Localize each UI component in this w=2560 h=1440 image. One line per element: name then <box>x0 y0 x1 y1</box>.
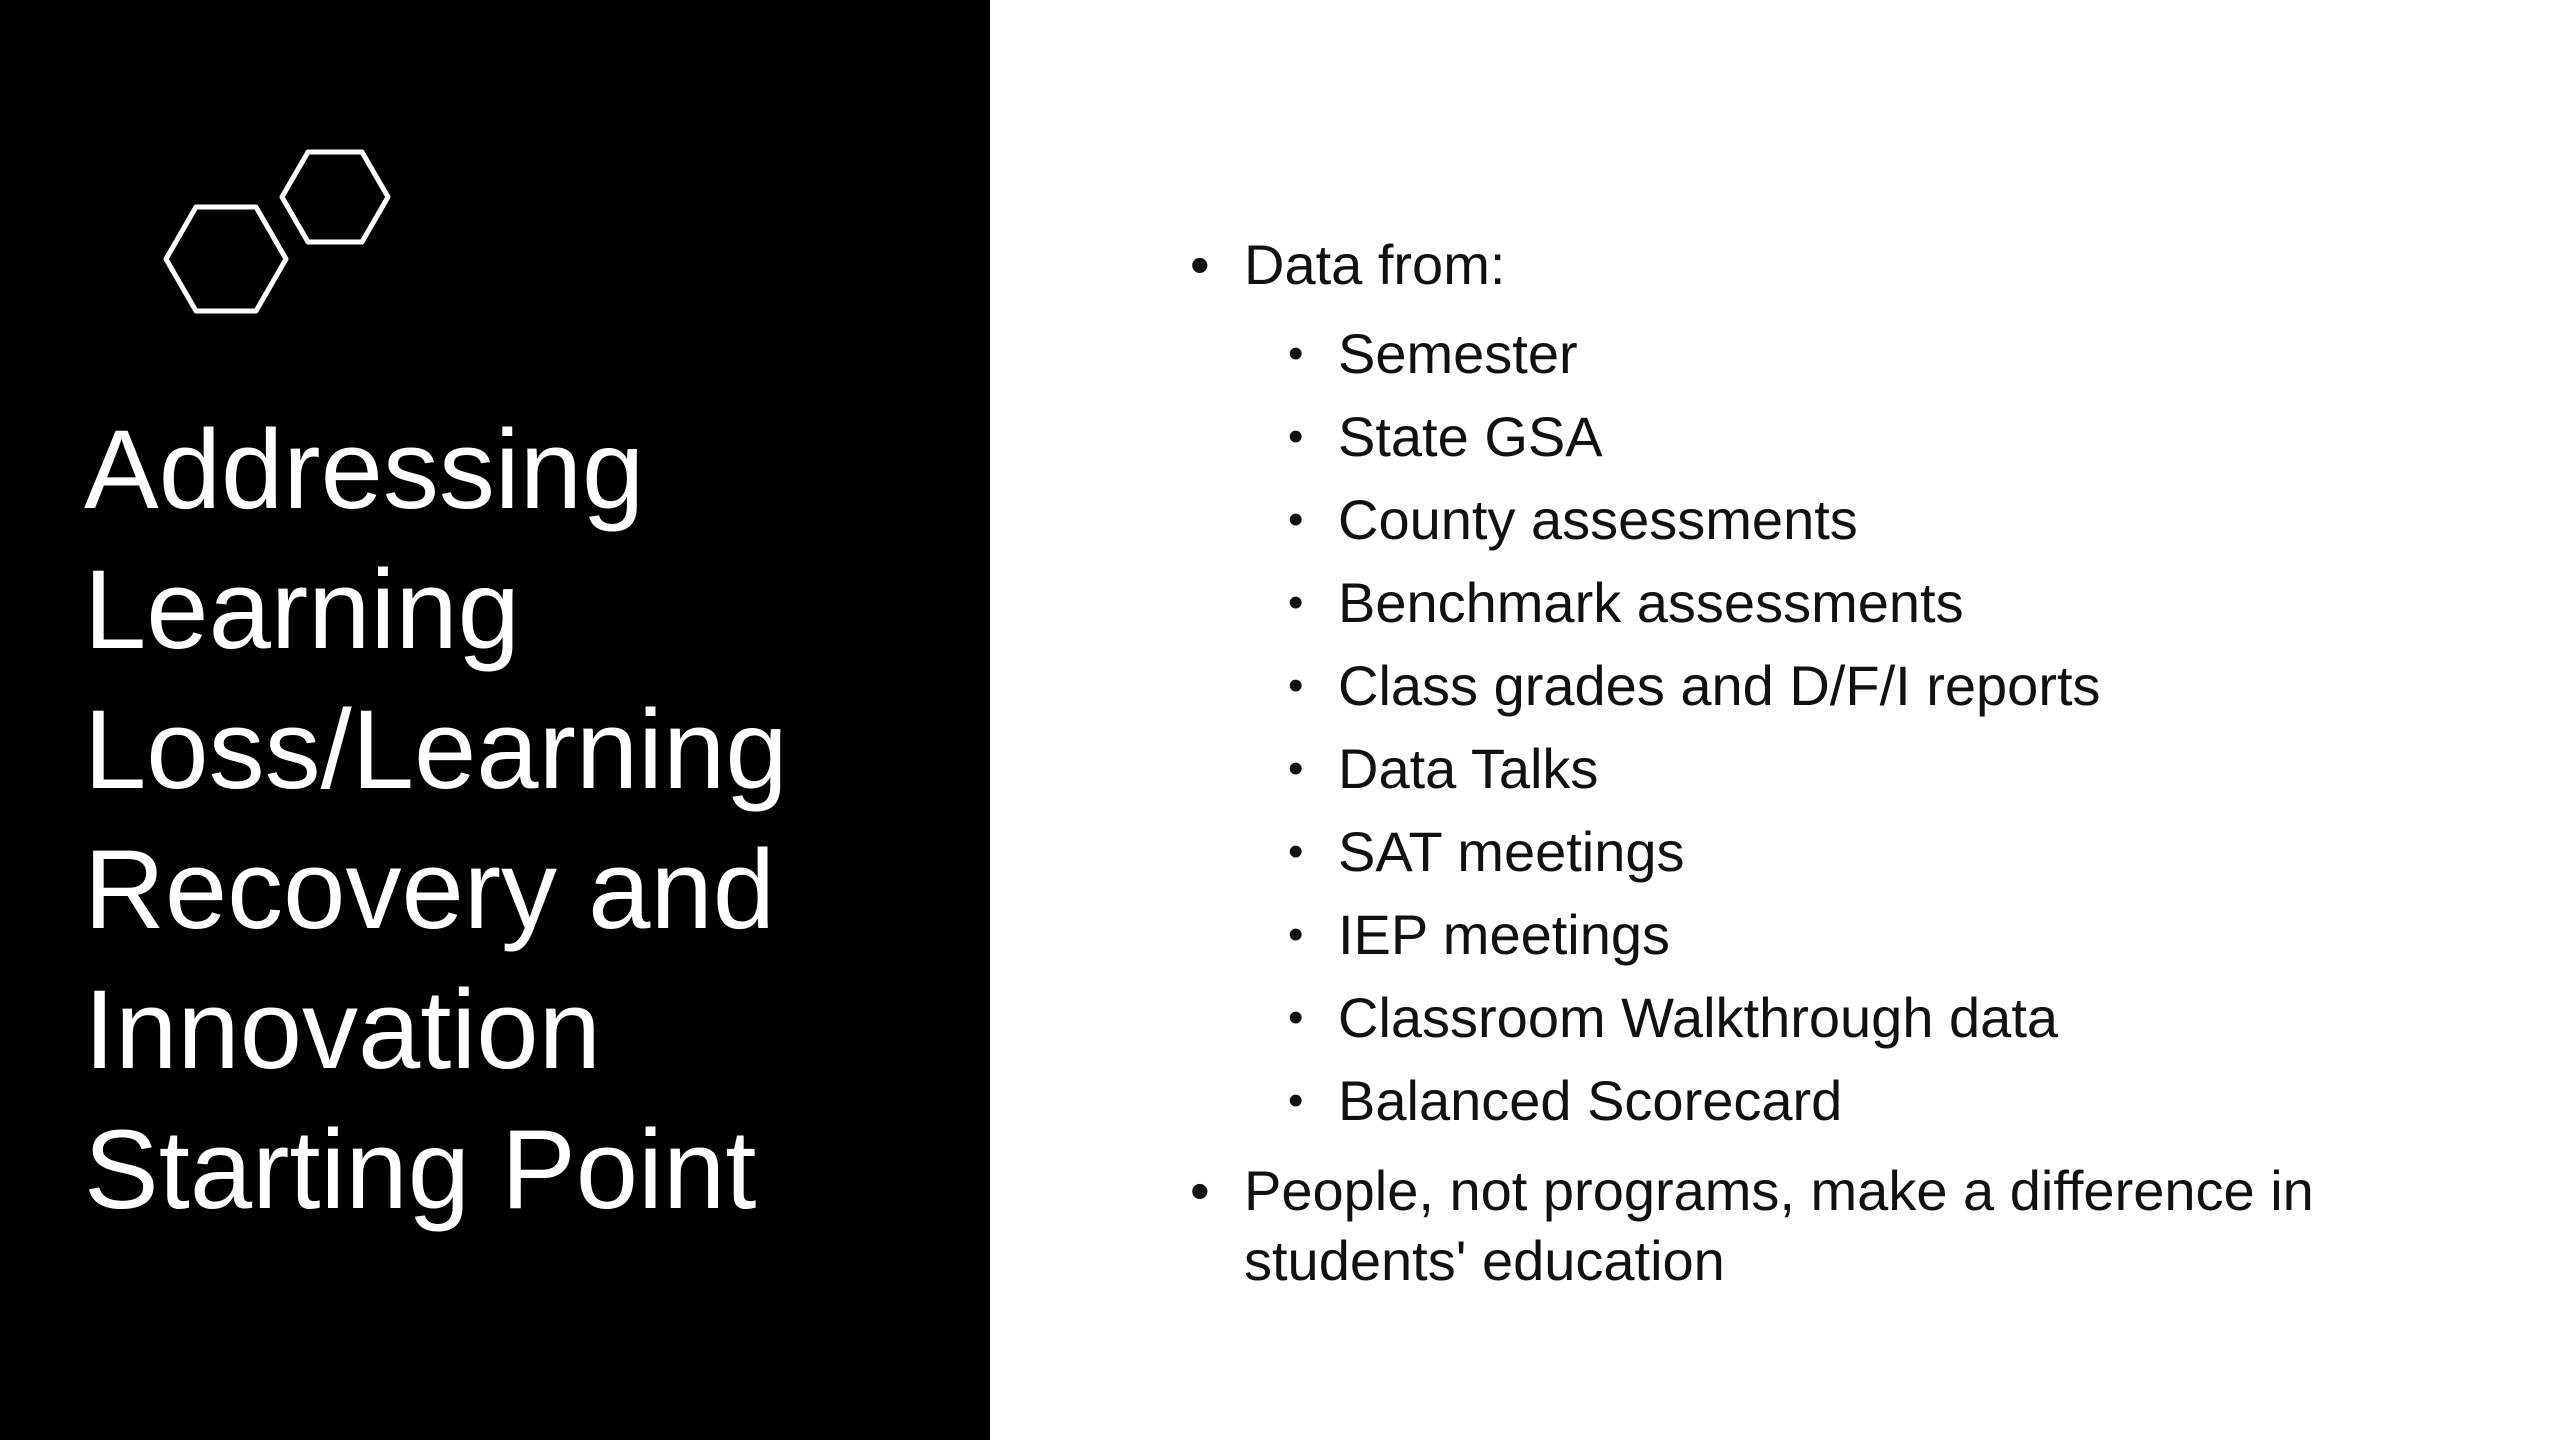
bullet-icon: • <box>1288 827 1304 876</box>
bullet-icon: • <box>1288 1076 1304 1125</box>
sub-list-item-text: SAT meetings <box>1338 820 1685 883</box>
title-line: Loss/Learning <box>84 687 788 812</box>
hexagon-small <box>282 152 388 242</box>
bullet-list <box>1190 230 2490 1296</box>
bullet-icon: • <box>1288 744 1304 793</box>
list-item <box>1190 230 2490 300</box>
sub-list-item <box>1190 893 2490 976</box>
list-item-text: People, not programs, make a difference in students' education <box>1244 1159 2314 1292</box>
sub-list-item <box>1190 976 2490 1059</box>
sub-list <box>1190 312 2490 1142</box>
bullet-icon: • <box>1288 661 1304 710</box>
sub-list-item-text: Data Talks <box>1338 737 1599 800</box>
bullet-icon: • <box>1288 993 1304 1042</box>
title-line: Recovery and <box>84 827 776 952</box>
sub-list-item <box>1190 312 2490 395</box>
bullet-icon: • <box>1288 495 1304 544</box>
sub-list-item-text: Semester <box>1338 322 1578 385</box>
bullet-icon: • <box>1190 1159 1210 1222</box>
sub-list-item-text: Class grades and D/F/I reports <box>1338 654 2101 717</box>
sub-list-item-text: Classroom Walkthrough data <box>1338 986 2059 1049</box>
list-item-text: Data from: <box>1244 233 1506 296</box>
hexagon-pair-icon <box>150 135 410 335</box>
list-item <box>1190 1156 2490 1296</box>
sub-list-item-text: State GSA <box>1338 405 1603 468</box>
sub-list-item-text: IEP meetings <box>1338 903 1671 966</box>
bullet-icon: • <box>1288 910 1304 959</box>
slide-title <box>84 400 944 1240</box>
sub-list-item <box>1190 727 2490 810</box>
bullet-icon: • <box>1288 578 1304 627</box>
sub-list-item-text: County assessments <box>1338 488 1858 551</box>
hexagon-large <box>166 207 286 311</box>
sub-list-item-text: Balanced Scorecard <box>1338 1069 1843 1132</box>
bullet-icon: • <box>1288 329 1304 378</box>
title-line: Innovation <box>84 967 601 1092</box>
sub-list-item <box>1190 561 2490 644</box>
title-line: Addressing <box>84 407 645 532</box>
title-line: Starting Point <box>84 1107 757 1232</box>
sub-list-item <box>1190 810 2490 893</box>
bullet-icon: • <box>1288 412 1304 461</box>
sub-list-item-text: Benchmark assessments <box>1338 571 1964 634</box>
bullet-icon: • <box>1190 233 1210 296</box>
sub-list-item <box>1190 395 2490 478</box>
sub-list-item <box>1190 644 2490 727</box>
sub-list-item <box>1190 478 2490 561</box>
sub-list-item <box>1190 1059 2490 1142</box>
title-line: Learning <box>84 547 520 672</box>
title-panel <box>0 0 990 1440</box>
